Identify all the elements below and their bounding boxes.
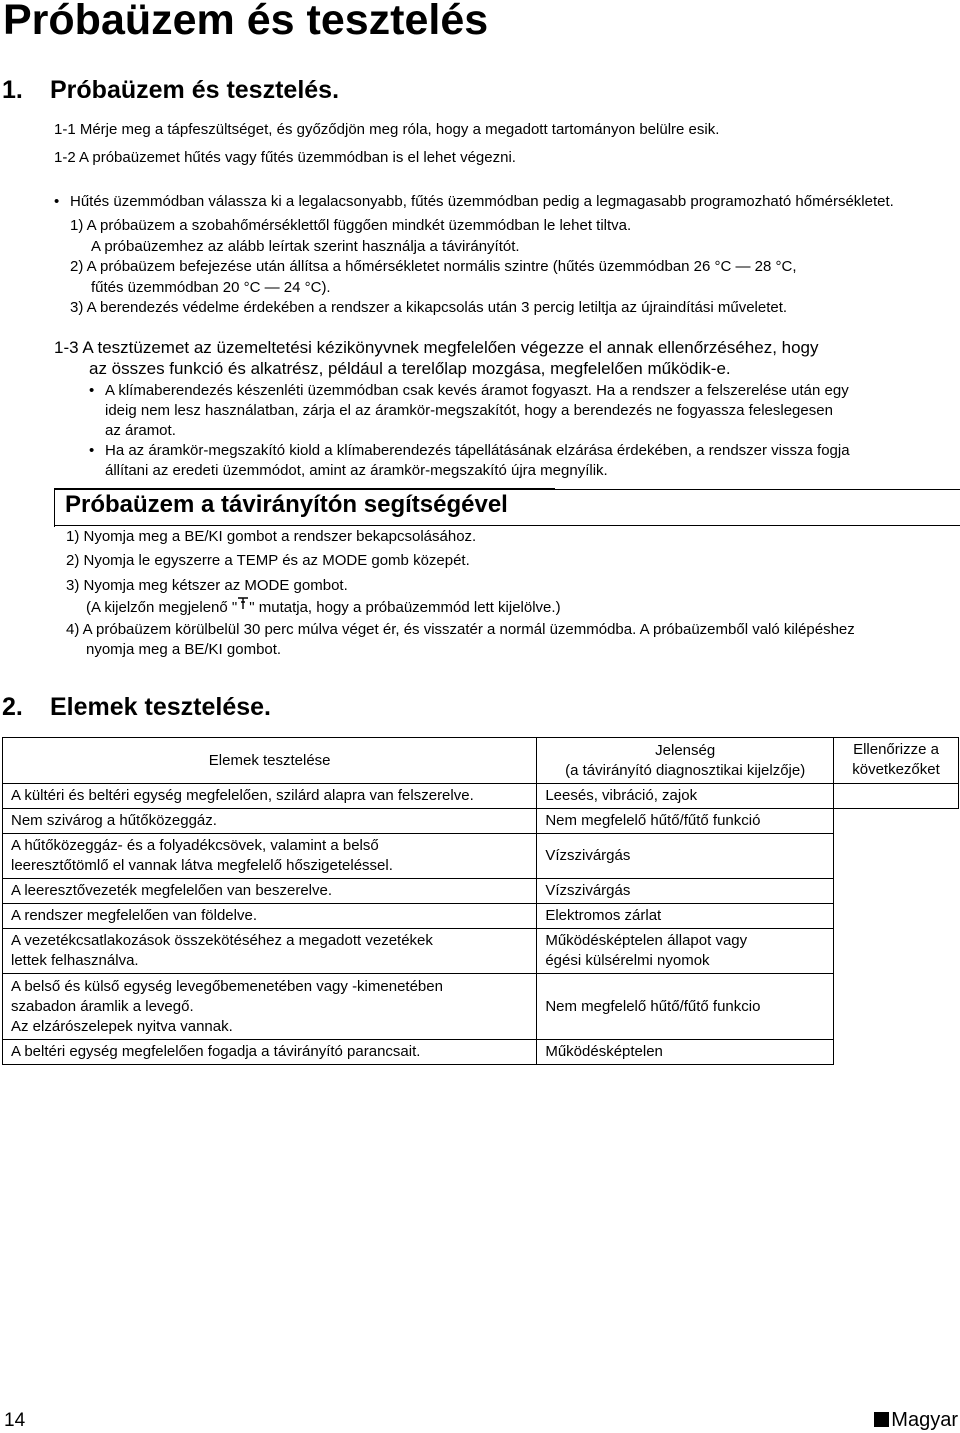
- test-item-cell: [3, 1040, 537, 1065]
- symptom-cell: [537, 784, 834, 809]
- note-1-line-2: A próbaüzemhez az alább leírtak szerint használja a távirányítót.: [91, 238, 520, 255]
- column-header-symptom-line-2: (a távirányító diagnosztikai kijelzője): [565, 761, 806, 779]
- table-row: [3, 1040, 959, 1065]
- remote-step-3-line-2: [86, 596, 561, 618]
- note-3: 3) A berendezés védelme érdekében a rendszer a kikapcsolás után 3 percig letiltja az újraindítási műveletet.: [70, 299, 788, 316]
- test-item-line: Nem szivárog a hűtőközeggáz.: [11, 812, 217, 829]
- table-row: [3, 929, 959, 974]
- instruction-1-1: 1-1 Mérje meg a tápfeszültséget, és győződjön meg róla, hogy a megadott tartományon belülre esik.: [54, 121, 720, 138]
- table-row: [3, 974, 959, 1040]
- symptom-cell: [537, 904, 834, 929]
- symptom-line: Működésképtelen állapot vagy: [545, 932, 748, 949]
- table-row: [3, 834, 959, 879]
- test-item-cell: [3, 809, 537, 834]
- test-item-line: A vezetékcsatlakozások összekötéséhez a megadott vezetékek: [11, 932, 433, 949]
- section-1-heading: [2, 76, 339, 105]
- table-row: [3, 809, 959, 834]
- section-title: Elemek tesztelése.: [50, 693, 271, 721]
- page-number: 14: [4, 1410, 26, 1431]
- test-item-line: A hűtőközeggáz- és a folyadékcsövek, valamint a belső: [11, 837, 379, 854]
- divider: [54, 525, 960, 526]
- language-text: Magyar: [891, 1409, 958, 1431]
- test-item-line: A leeresztővezeték megfelelően van beszerelve.: [11, 882, 333, 899]
- test-item-line: Az elzárószelepek nyitva vannak.: [11, 1017, 233, 1035]
- bullet-icon: •: [89, 382, 95, 399]
- test-item-line: A beltéri egység megfelelően fogadja a távirányító parancsait.: [11, 1043, 421, 1060]
- symptom-line: Nem megfelelő hűtő/fűtő funkcio: [545, 997, 761, 1015]
- column-header-item: Elemek tesztelése: [3, 738, 537, 784]
- remote-section-title: Próbaüzem a távirányítón segítségével: [65, 491, 508, 518]
- symptom-line: Nem megfelelő hűtő/fűtő funkció: [545, 812, 761, 829]
- symptom-line: égési külsérelmi nyomok: [545, 952, 710, 969]
- bullet-text: A klímaberendezés készenléti üzemmódban csak kevés áramot fogyaszt. Ha a rendszer a felszerelése után egy: [105, 382, 849, 399]
- bullet-text: Ha az áramkör-megszakító kiold a klímaberendezés tápellátásának elzárása érdekében, a rendszer vissza fogja: [105, 442, 850, 459]
- test-item-line: lettek felhasználva.: [11, 952, 139, 969]
- check-cell-blank: [834, 879, 959, 904]
- test-item-cell: [3, 904, 537, 929]
- column-header-symptom: [537, 738, 834, 784]
- check-cell-blank: [834, 929, 959, 974]
- test-item-line: szabadon áramlik a levegő.: [11, 997, 194, 1015]
- bullet-item: [89, 381, 849, 401]
- symptom-line: Leesés, vibráció, zajok: [545, 787, 698, 804]
- check-cell-blank: [834, 809, 959, 834]
- column-header-check-line-1: Ellenőrizze a: [853, 741, 939, 758]
- symptom-cell: [537, 929, 834, 974]
- test-items-table: [2, 737, 959, 1065]
- check-cell: [834, 784, 959, 809]
- test-item-line: A belső és külső egység levegőbemenetében vagy -kimenetében: [11, 977, 443, 995]
- table-row: [3, 879, 959, 904]
- table-row: [3, 784, 959, 809]
- bullet-text-line: ideig nem lesz használatban, zárja el az áramkör-megszakítót, hogy a berendezés ne fogyassza feleslegesen: [105, 402, 833, 419]
- section-number: 1.: [2, 76, 23, 104]
- column-header-check-line-2: következőket: [852, 761, 940, 778]
- check-cell-blank: [834, 834, 959, 879]
- page-title: Próbaüzem és tesztelés: [3, 0, 489, 44]
- remote-step-4-line-2: nyomja meg a BE/KI gombot.: [86, 641, 282, 658]
- note-1-line-1: 1) A próbaüzem a szobahőmérséklettől függően mindkét üzemmódban le lehet tiltva.: [70, 217, 632, 234]
- check-cell-blank: [834, 974, 959, 1040]
- test-item-cell: [3, 929, 537, 974]
- test-mode-display-icon: [237, 596, 249, 617]
- symptom-line: Vízszivárgás: [545, 847, 631, 864]
- column-header-check: [834, 738, 959, 784]
- bullet-text-line: állítani az eredeti üzemmódot, amint az áramkör-megszakító újra megnyílik.: [105, 462, 608, 479]
- check-cell-blank: [834, 1040, 959, 1065]
- symptom-cell: [537, 809, 834, 834]
- remote-step-1: 1) Nyomja meg a BE/KI gombot a rendszer bekapcsolásához.: [66, 528, 477, 545]
- symptom-cell: [537, 879, 834, 904]
- remote-step-3-text-a: (A kijelzőn megjelenő ": [86, 599, 238, 616]
- table-row: [3, 904, 959, 929]
- note-2-line-1: 2) A próbaüzem befejezése után állítsa a hőmérsékletet normális szintre (hűtés üzemmódban 26 °C — 28 °C,: [70, 258, 797, 275]
- bullet-text-line: az áramot.: [105, 422, 176, 439]
- square-bullet-icon: [874, 1412, 889, 1427]
- test-item-cell: [3, 974, 537, 1040]
- remote-step-2: 2) Nyomja le egyszerre a TEMP és az MODE gomb közepét.: [66, 552, 470, 569]
- bullet-text: Hűtés üzemmódban válassza ki a legalacsonyabb, fűtés üzemmódban pedig a legmagasabb programozható hőmérsékletet.: [70, 193, 894, 210]
- remote-step-3-text-b: " mutatja, hogy a próbaüzemmód lett kijelölve.): [249, 599, 561, 616]
- table-header-row: [3, 738, 959, 784]
- check-cell-blank: [834, 904, 959, 929]
- section-number: 2.: [2, 693, 23, 721]
- test-item-line: A rendszer megfelelően van földelve.: [11, 907, 257, 924]
- test-item-cell: [3, 834, 537, 879]
- bullet-item: [89, 441, 850, 461]
- column-header-symptom-line-1: Jelenség: [655, 741, 716, 759]
- symptom-line: Működésképtelen: [545, 1043, 663, 1060]
- remote-section-box: [54, 488, 555, 527]
- instruction-1-3-line-2: az összes funkció és alkatrész, például a terelőlap mozgása, megfelelően működik-e.: [89, 359, 731, 378]
- bullet-icon: •: [89, 442, 95, 459]
- section-title: Próbaüzem és tesztelés.: [50, 76, 340, 104]
- symptom-cell: [537, 974, 834, 1040]
- test-item-line: leeresztőtömlő el vannak látva megfelelő hőszigeteléssel.: [11, 857, 393, 874]
- language-label: [874, 1409, 958, 1432]
- symptom-cell: [537, 834, 834, 879]
- remote-step-3-line-1: 3) Nyomja meg kétszer az MODE gombot.: [66, 577, 348, 594]
- symptom-line: Vízszivárgás: [545, 882, 631, 899]
- note-2-line-2: fűtés üzemmódban 20 °C — 24 °C).: [91, 279, 331, 296]
- test-item-line: A kültéri és beltéri egység megfelelően, szilárd alapra van felszerelve.: [11, 787, 474, 804]
- symptom-line: Elektromos zárlat: [545, 907, 662, 924]
- instruction-1-3-line-1: 1-3 A tesztüzemet az üzemeltetési kézikönyvnek megfelelően végezze el annak ellenőrzéséhez, hogy: [54, 338, 819, 357]
- section-2-heading: [2, 693, 271, 722]
- instruction-1-2: 1-2 A próbaüzemet hűtés vagy fűtés üzemmódban is el lehet végezni.: [54, 149, 516, 166]
- test-item-cell: [3, 879, 537, 904]
- bullet-icon: •: [54, 193, 60, 210]
- remote-step-4-line-1: 4) A próbaüzem körülbelül 30 perc múlva véget ér, és visszatér a normál üzemmódba. A próbaüzemből való kilépéshez: [66, 621, 855, 638]
- test-item-cell: [3, 784, 537, 809]
- symptom-cell: [537, 1040, 834, 1065]
- bullet-item: [54, 192, 894, 212]
